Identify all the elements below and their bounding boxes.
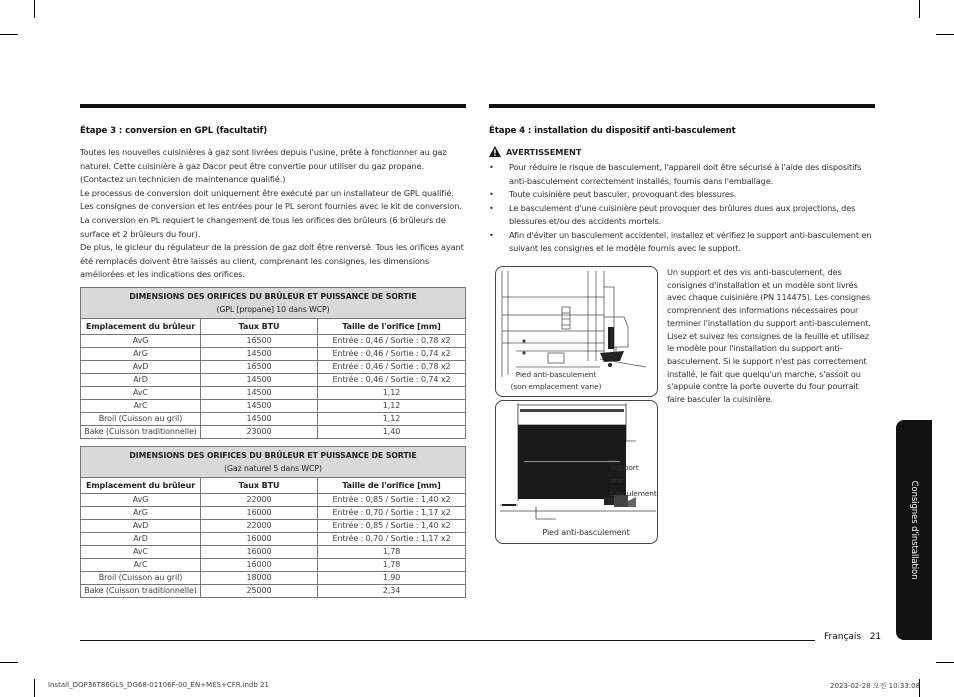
right-section-rule [489, 104, 875, 108]
table-cell: 14500 [201, 412, 318, 425]
table-cell: AvD [81, 519, 201, 532]
table-cell: 1,12 [318, 386, 466, 399]
table-row [81, 399, 466, 412]
table-row [81, 360, 466, 373]
crop-mark [34, 0, 35, 18]
figure1-label-line2: (son emplacement varie) [510, 382, 602, 391]
step4-title: Étape 4 : installation du dispositif anti-basculement [489, 126, 736, 136]
table-cell: Entrée : 0,46 / Sortie : 0,74 x2 [318, 347, 466, 360]
table-row [81, 545, 466, 558]
column-header: Taux BTU [201, 477, 318, 493]
footer-language: Français [824, 632, 862, 642]
table-row [81, 347, 466, 360]
support-label [610, 461, 658, 500]
table-row [81, 386, 466, 399]
section-side-tab [896, 420, 932, 640]
table-cell: ArD [81, 532, 201, 545]
anti-tip-foot-figure [495, 266, 658, 397]
table-row [81, 506, 466, 519]
step3-title: Étape 3 : conversion en GPL (facultatif) [80, 126, 268, 136]
table-cell: Entrée : 0,70 / Sortie : 1,17 x2 [318, 506, 466, 519]
table-cell: 22000 [201, 493, 318, 506]
table-cell: 14500 [201, 399, 318, 412]
warning-item: • Le basculement d'une cuisinière peut provoquer des brûlures dues aux projections, des blessures et/ou des accidents mortels. [489, 202, 875, 229]
table-row [81, 425, 466, 438]
support-label-line1: Support [610, 463, 639, 472]
crop-mark [34, 679, 35, 697]
ng-caption-line1: DIMENSIONS DES ORIFICES DU BRÛLEUR ET PUISSANCE DE SORTIE [129, 450, 417, 460]
step3-paragraph: De plus, le gicleur du régulateur de la pression de gaz doit être renversé. Tous les orifices ayant été remplacés doivent être laissés au client, comprenant les consignes, les dimensions améliorées et les indications des orifices. [80, 242, 464, 280]
lp-caption-line2: (GPL [propane] 10 dans WCP) [216, 304, 330, 314]
right-column [489, 126, 875, 256]
table-cell: 25000 [201, 584, 318, 597]
table-row [81, 412, 466, 425]
left-column [80, 126, 466, 598]
figure1-label-line1: Pied anti-basculement [515, 370, 597, 379]
table-cell: Entrée : 0,85 / Sortie : 1,40 x2 [318, 493, 466, 506]
table-cell: 16500 [201, 360, 318, 373]
crop-mark [919, 0, 920, 18]
table-cell: Broil (Cuisson au gril) [81, 571, 201, 584]
table-cell: Entrée : 0,85 / Sortie : 1,40 x2 [318, 519, 466, 532]
lp-table-caption [81, 287, 466, 318]
page-number [824, 632, 881, 642]
print-file-info: Install_DOP36T86GLS_DG68-01106F-00_EN+MES+CFR.indb 21 [48, 681, 269, 689]
table-cell: AvD [81, 360, 201, 373]
table-cell: ArC [81, 558, 201, 571]
support-label-line2: anti-basculement [610, 476, 657, 498]
table-cell: Bake (Cuisson traditionnelle) [81, 425, 201, 438]
table-row [81, 571, 466, 584]
column-header: Taux BTU [201, 318, 318, 334]
crop-mark [936, 662, 954, 663]
anti-tip-bracket-figure [495, 400, 658, 544]
lp-caption-line1: DIMENSIONS DES ORIFICES DU BRÛLEUR ET PUISSANCE DE SORTIE [129, 291, 417, 301]
table-cell: 23000 [201, 425, 318, 438]
table-cell: 16500 [201, 334, 318, 347]
print-date-info: 2023-02-28 오전 10:33:08 [830, 682, 921, 690]
table-cell: AvG [81, 493, 201, 506]
table-cell: AvC [81, 545, 201, 558]
column-header: Emplacement du brûleur [81, 318, 201, 334]
crop-mark [936, 34, 954, 35]
table-cell: 18000 [201, 571, 318, 584]
table-cell: AvG [81, 334, 201, 347]
warning-list [489, 161, 875, 256]
warning-item: • Pour réduire le risque de basculement, l'appareil doit être sécurisé à l'aide des dispositifs anti-basculement correctement installés, fournis dans l'emballage. [489, 161, 875, 188]
table-cell: 1,90 [318, 571, 466, 584]
table-cell: ArG [81, 506, 201, 519]
table-cell: Bake (Cuisson traditionnelle) [81, 584, 201, 597]
table-cell: Entrée : 0,70 / Sortie : 1,17 x2 [318, 532, 466, 545]
table-cell: AvC [81, 386, 201, 399]
table-cell: 1,12 [318, 399, 466, 412]
table-cell: 14500 [201, 347, 318, 360]
table-cell: ArG [81, 347, 201, 360]
table-cell: 14500 [201, 386, 318, 399]
table-row [81, 373, 466, 386]
table-row [81, 584, 466, 597]
table-row [81, 334, 466, 347]
table-cell: ArC [81, 399, 201, 412]
column-header: Taille de l'orifice [mm] [318, 477, 466, 493]
table-cell: 1,78 [318, 545, 466, 558]
figure1-label [508, 369, 604, 393]
warning-item: • Afin d'éviter un basculement accidentel, installez et vérifiez le support anti-basculement en suivant les consignes et le modèle fournis avec le support. [489, 229, 875, 256]
step3-paragraph: (Contactez un technicien de maintenance qualifié.) [80, 174, 286, 185]
table-cell: Entrée : 0,46 / Sortie : 0,78 x2 [318, 360, 466, 373]
warning-heading [489, 146, 875, 157]
ng-table-caption [81, 446, 466, 477]
table-cell: 1,12 [318, 412, 466, 425]
warning-title: AVERTISSEMENT [506, 146, 582, 157]
table-cell: ArD [81, 373, 201, 386]
ng-orifice-table [80, 446, 466, 598]
crop-mark [0, 34, 18, 35]
footer-rule [80, 640, 815, 641]
anti-tip-description: Un support et des vis anti-basculement, des consignes d'installation et un modèle sont livrés avec chaque cuisinière (PN 114475). Les consignes comprennent des informations nécessaires pour terminer l'installation du support anti-basculement. Lisez et suivez les consignes de la feuille et utilisez le modèle pour l'installation du support anti-basculement. Si le support n'est pas correctement installé, le fait que quelqu'un marche, s'assoit ou s'appuie contre la porte ouverte du four pourrait faire basculer la cuisinière. [667, 267, 871, 405]
step3-paragraph: Le processus de conversion doit uniquement être exécuté par un installateur de GPL qualifié. Les consignes de conversion et les entrées pour le PL seront fournies avec le kit de conversion. La conversion en PL requiert le changement de tous les orifices des brûleurs (6 brûleurs de surface et 2 brûleurs du four). [80, 187, 462, 239]
table-cell: Entrée : 0,46 / Sortie : 0,78 x2 [318, 334, 466, 347]
table-cell: Broil (Cuisson au gril) [81, 412, 201, 425]
table-cell: 1,78 [318, 558, 466, 571]
lp-orifice-table [80, 287, 466, 439]
side-tab-label: Consignes d'installation [909, 480, 919, 580]
footer-page: 21 [869, 632, 882, 642]
warning-icon [489, 146, 501, 157]
table-row [81, 558, 466, 571]
table-row [81, 532, 466, 545]
table-cell: Entrée : 0,46 / Sortie : 0,74 x2 [318, 373, 466, 386]
table-cell: 22000 [201, 519, 318, 532]
table-cell: 16000 [201, 545, 318, 558]
table-cell: 16000 [201, 558, 318, 571]
column-header: Taille de l'orifice [mm] [318, 318, 466, 334]
table-cell: 16000 [201, 532, 318, 545]
table-row [81, 493, 466, 506]
table-cell: 2,34 [318, 584, 466, 597]
crop-mark [0, 662, 18, 663]
ng-caption-line2: (Gaz naturel 5 dans WCP) [224, 463, 322, 473]
figure2-foot-label: Pied anti-basculement [542, 528, 630, 537]
left-section-rule [80, 104, 466, 108]
table-cell: 14500 [201, 373, 318, 386]
table-cell: 16000 [201, 506, 318, 519]
table-row [81, 519, 466, 532]
column-header: Emplacement du brûleur [81, 477, 201, 493]
warning-item: • Toute cuisinière peut basculer, provoquant des blessures. [489, 188, 875, 202]
table-cell: 1,40 [318, 425, 466, 438]
step3-paragraph: Toutes les nouvelles cuisinières à gaz sont livrées depuis l'usine, prête à fonctionner au gaz naturel. Cette cuisinière à gaz Dacor peut être convertie pour utiliser du gaz propane. [80, 147, 447, 171]
